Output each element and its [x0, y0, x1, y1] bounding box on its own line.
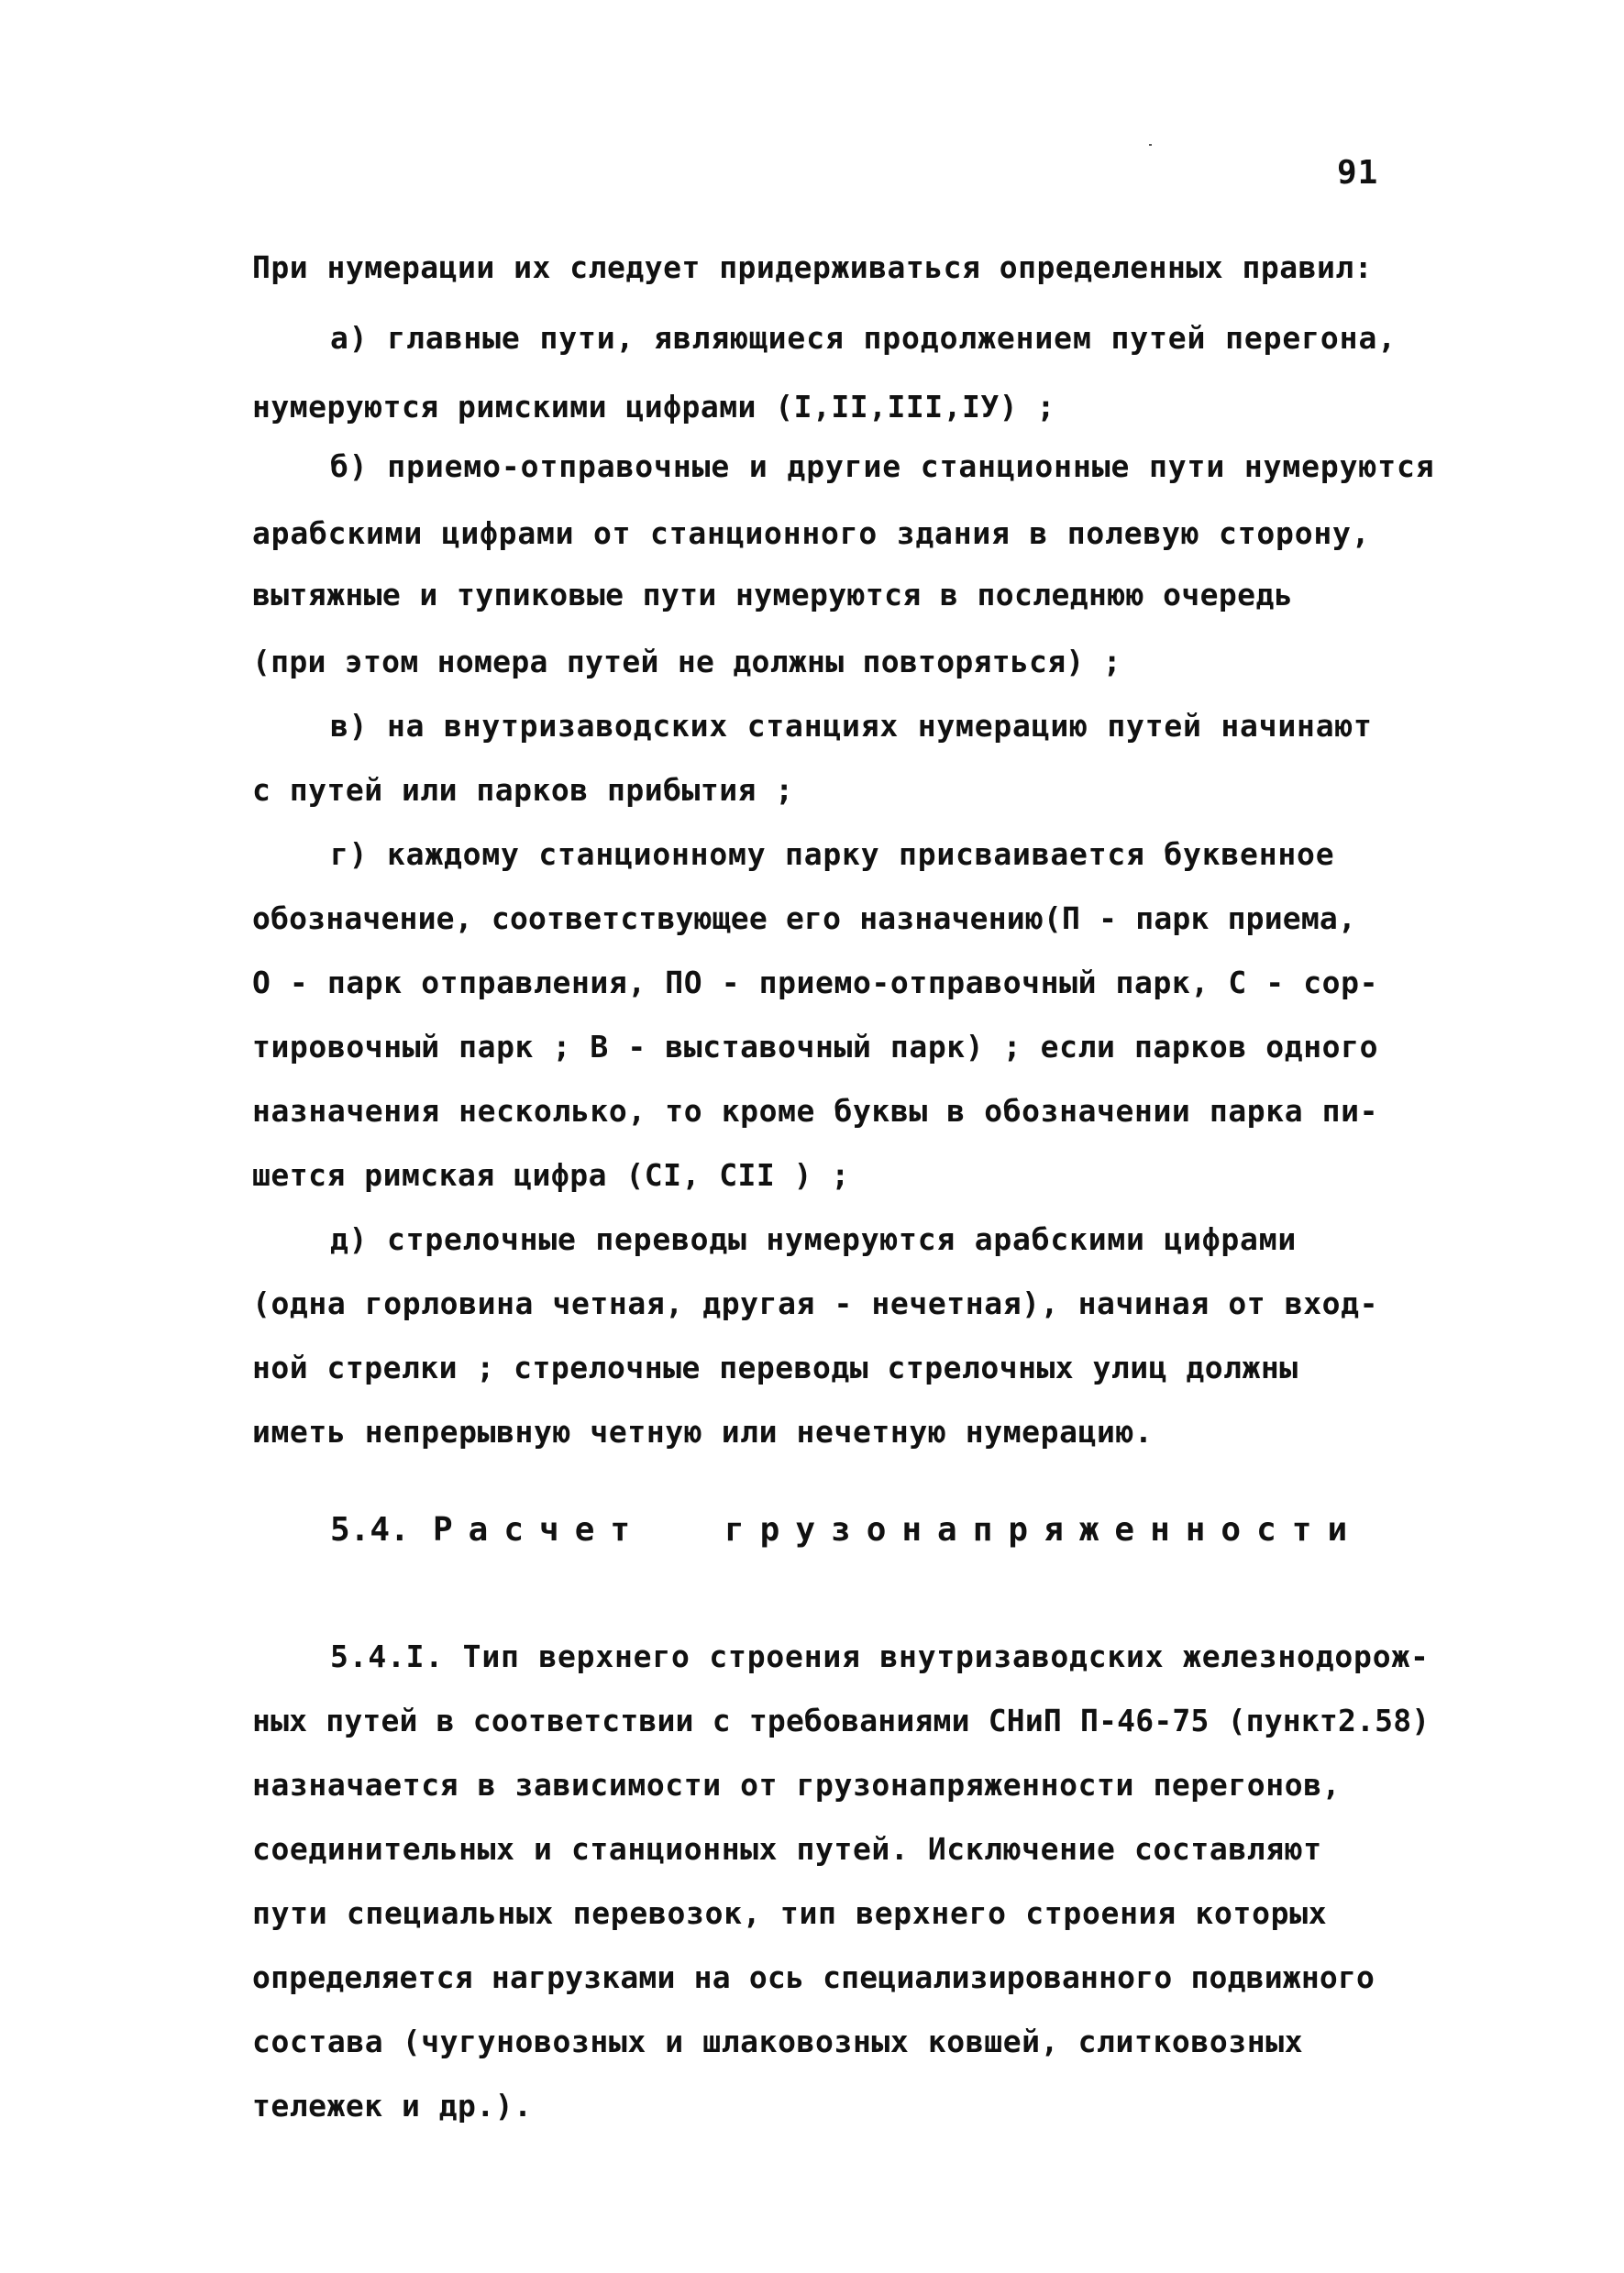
- text-line: О - парк отправления, ПО - приемо-отправочный парк, С - сор-: [252, 965, 1379, 1000]
- scan-speck: [1149, 144, 1152, 146]
- text-line: (при этом номера путей не должны повторяться) ;: [252, 644, 1121, 679]
- section-heading-number: 5.4.: [330, 1511, 410, 1549]
- text-line: нумеруются римскими цифрами (I,II,III,IУ) ;: [252, 389, 1055, 425]
- list-item-g: г) каждому станционному парку присваивается буквенное: [330, 836, 1335, 872]
- text-line: При нумерации их следует придерживаться определенных правил:: [252, 249, 1374, 285]
- text-line: шется римская цифра (CI, CII ) ;: [252, 1157, 850, 1193]
- text-line: определяется нагрузками на ось специализированного подвижного: [252, 1959, 1375, 1995]
- text-line: обозначение, соответствующее его назначению(П - парк приема,: [252, 900, 1357, 936]
- list-item-b: б) приемо-отправочные и другие станционные пути нумеруются: [330, 448, 1435, 484]
- text-line: тележек и др.).: [252, 2088, 533, 2124]
- text-line: (одна горловина четная, другая - нечетная), начиная от вход-: [252, 1285, 1379, 1321]
- list-item-c: в) на внутризаводских станциях нумерацию путей начинают: [330, 708, 1373, 744]
- section-heading-word-1: Расчет: [433, 1511, 646, 1549]
- list-item-a: а) главные пути, являющиеся продолжением путей перегона,: [330, 320, 1397, 356]
- text-line: ных путей в соответствии с требованиями СНиП П-46-75 (пункт2.58): [252, 1703, 1431, 1738]
- text-line: соединительных и станционных путей. Исключение составляют: [252, 1831, 1322, 1867]
- paragraph-first-line: 5.4.I. Тип верхнего строения внутризаводских железнодорож-: [330, 1639, 1430, 1674]
- section-heading-word-2: грузонапряженности: [724, 1511, 1364, 1549]
- text-line: ной стрелки ; стрелочные переводы стрелочных улиц должны: [252, 1350, 1298, 1385]
- text-line: состава (чугуновозных и шлаковозных ковшей, слитковозных: [252, 2024, 1304, 2059]
- text-line: иметь непрерывную четную или нечетную нумерацию.: [252, 1414, 1154, 1450]
- text-line: арабскими цифрами от станционного здания в полевую сторону,: [252, 515, 1371, 551]
- page-number: 91: [1337, 154, 1379, 192]
- text-line: пути специальных перевозок, тип верхнего строения которых: [252, 1895, 1328, 1931]
- list-item-d: д) стрелочные переводы нумеруются арабскими цифрами: [330, 1221, 1298, 1257]
- text-line: назначается в зависимости от грузонапряженности перегонов,: [252, 1767, 1342, 1803]
- text-line: вытяжные и тупиковые пути нумеруются в последнюю очередь: [252, 577, 1293, 612]
- text-line: тировочный парк ; В - выставочный парк) ; если парков одного: [252, 1029, 1379, 1065]
- text-line: с путей или парков прибытия ;: [252, 772, 794, 808]
- text-line: назначения несколько, то кроме буквы в обозначении парка пи-: [252, 1093, 1379, 1129]
